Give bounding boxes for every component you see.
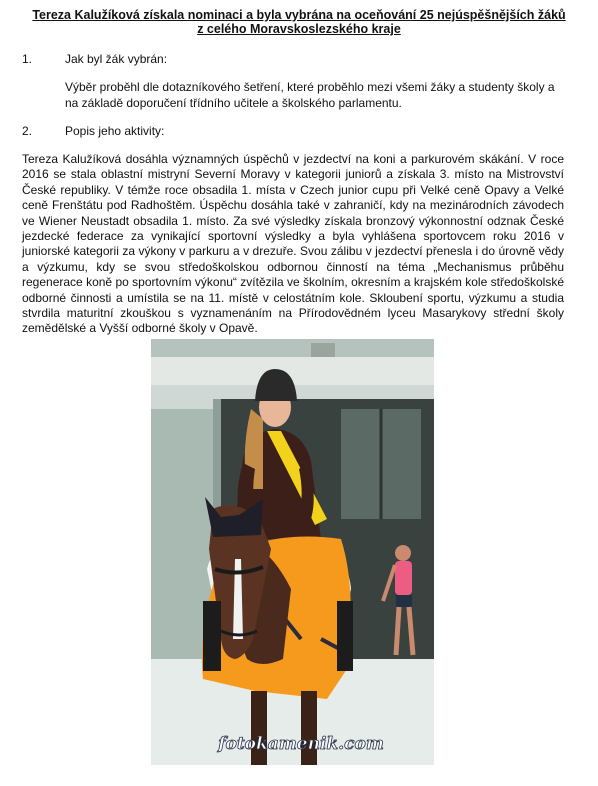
activity-description: Tereza Kalužíková dosáhla významných úspěchů v jezdectví na koni a parkurovém skákání. V roce 2016 se stala oblastní mistryní Severní Moravy v kategorii juniorů a získala 3. místo na Mistrovství České republiky. V témže roce obsadila 1. místa v Czech junior cupu při Velké ceně Opavy a Velké ceně Frenštátu pod Radhoštěm. Úspěchu dosáhla také v zahraničí, kdy na mezinárodních závodech ve Wiener Neustadt obsadila 1. místo. Za své výsledky získala bronzový výkonnostní odznak České jezdecké federace za vynikající sportovní výsledky a byla vyhlášena sportovcem roku 2016 v juniorské kategorii za výkony v parkuru a v drezuře. Svou zálibu v jezdectví přenesla i do úrovně vědy a výzkumu, kdy se svou středoškolskou odbornou činností na téma „Mechanismus průběhu regenerace koně po sportovním výkonu“ zvítězila ve školním, okresním a krajském kole středoškolské odborné činnosti a umístila se na 11. místě v celostátním kole. Skloubení sportu, výzkumu a studia stvrdila maturitní zkouškou s vyznamenáním na Přírodovědném lyceu Masarykovy střední školy zemědělské a Vyšší odborné školy v Opavě.: [22, 152, 564, 336]
photo-watermark: fotokamenik.com: [218, 734, 384, 754]
section-2-number: 2.: [22, 124, 33, 138]
section-2-heading: Popis jeho aktivity:: [65, 124, 165, 138]
title-line-2: z celého Moravskoslezského kraje: [197, 22, 401, 36]
rider-horse-illustration: [151, 339, 434, 765]
title-line-1: Tereza Kalužíková získala nominaci a byla vybrána na oceňování 25 nejúspěšnějších žáků: [32, 8, 566, 22]
rider-photo: [151, 339, 434, 765]
section-1-text: Výběr proběhl dle dotazníkového šetření, které proběhlo mezi všemi žáky a studenty školy a na základě doporučení třídního učitele a školského parlamentu.: [65, 80, 555, 110]
document-title: [0, 8, 598, 36]
section-1-number: 1.: [22, 52, 33, 66]
section-1-heading: Jak byl žák vybrán:: [65, 52, 168, 66]
